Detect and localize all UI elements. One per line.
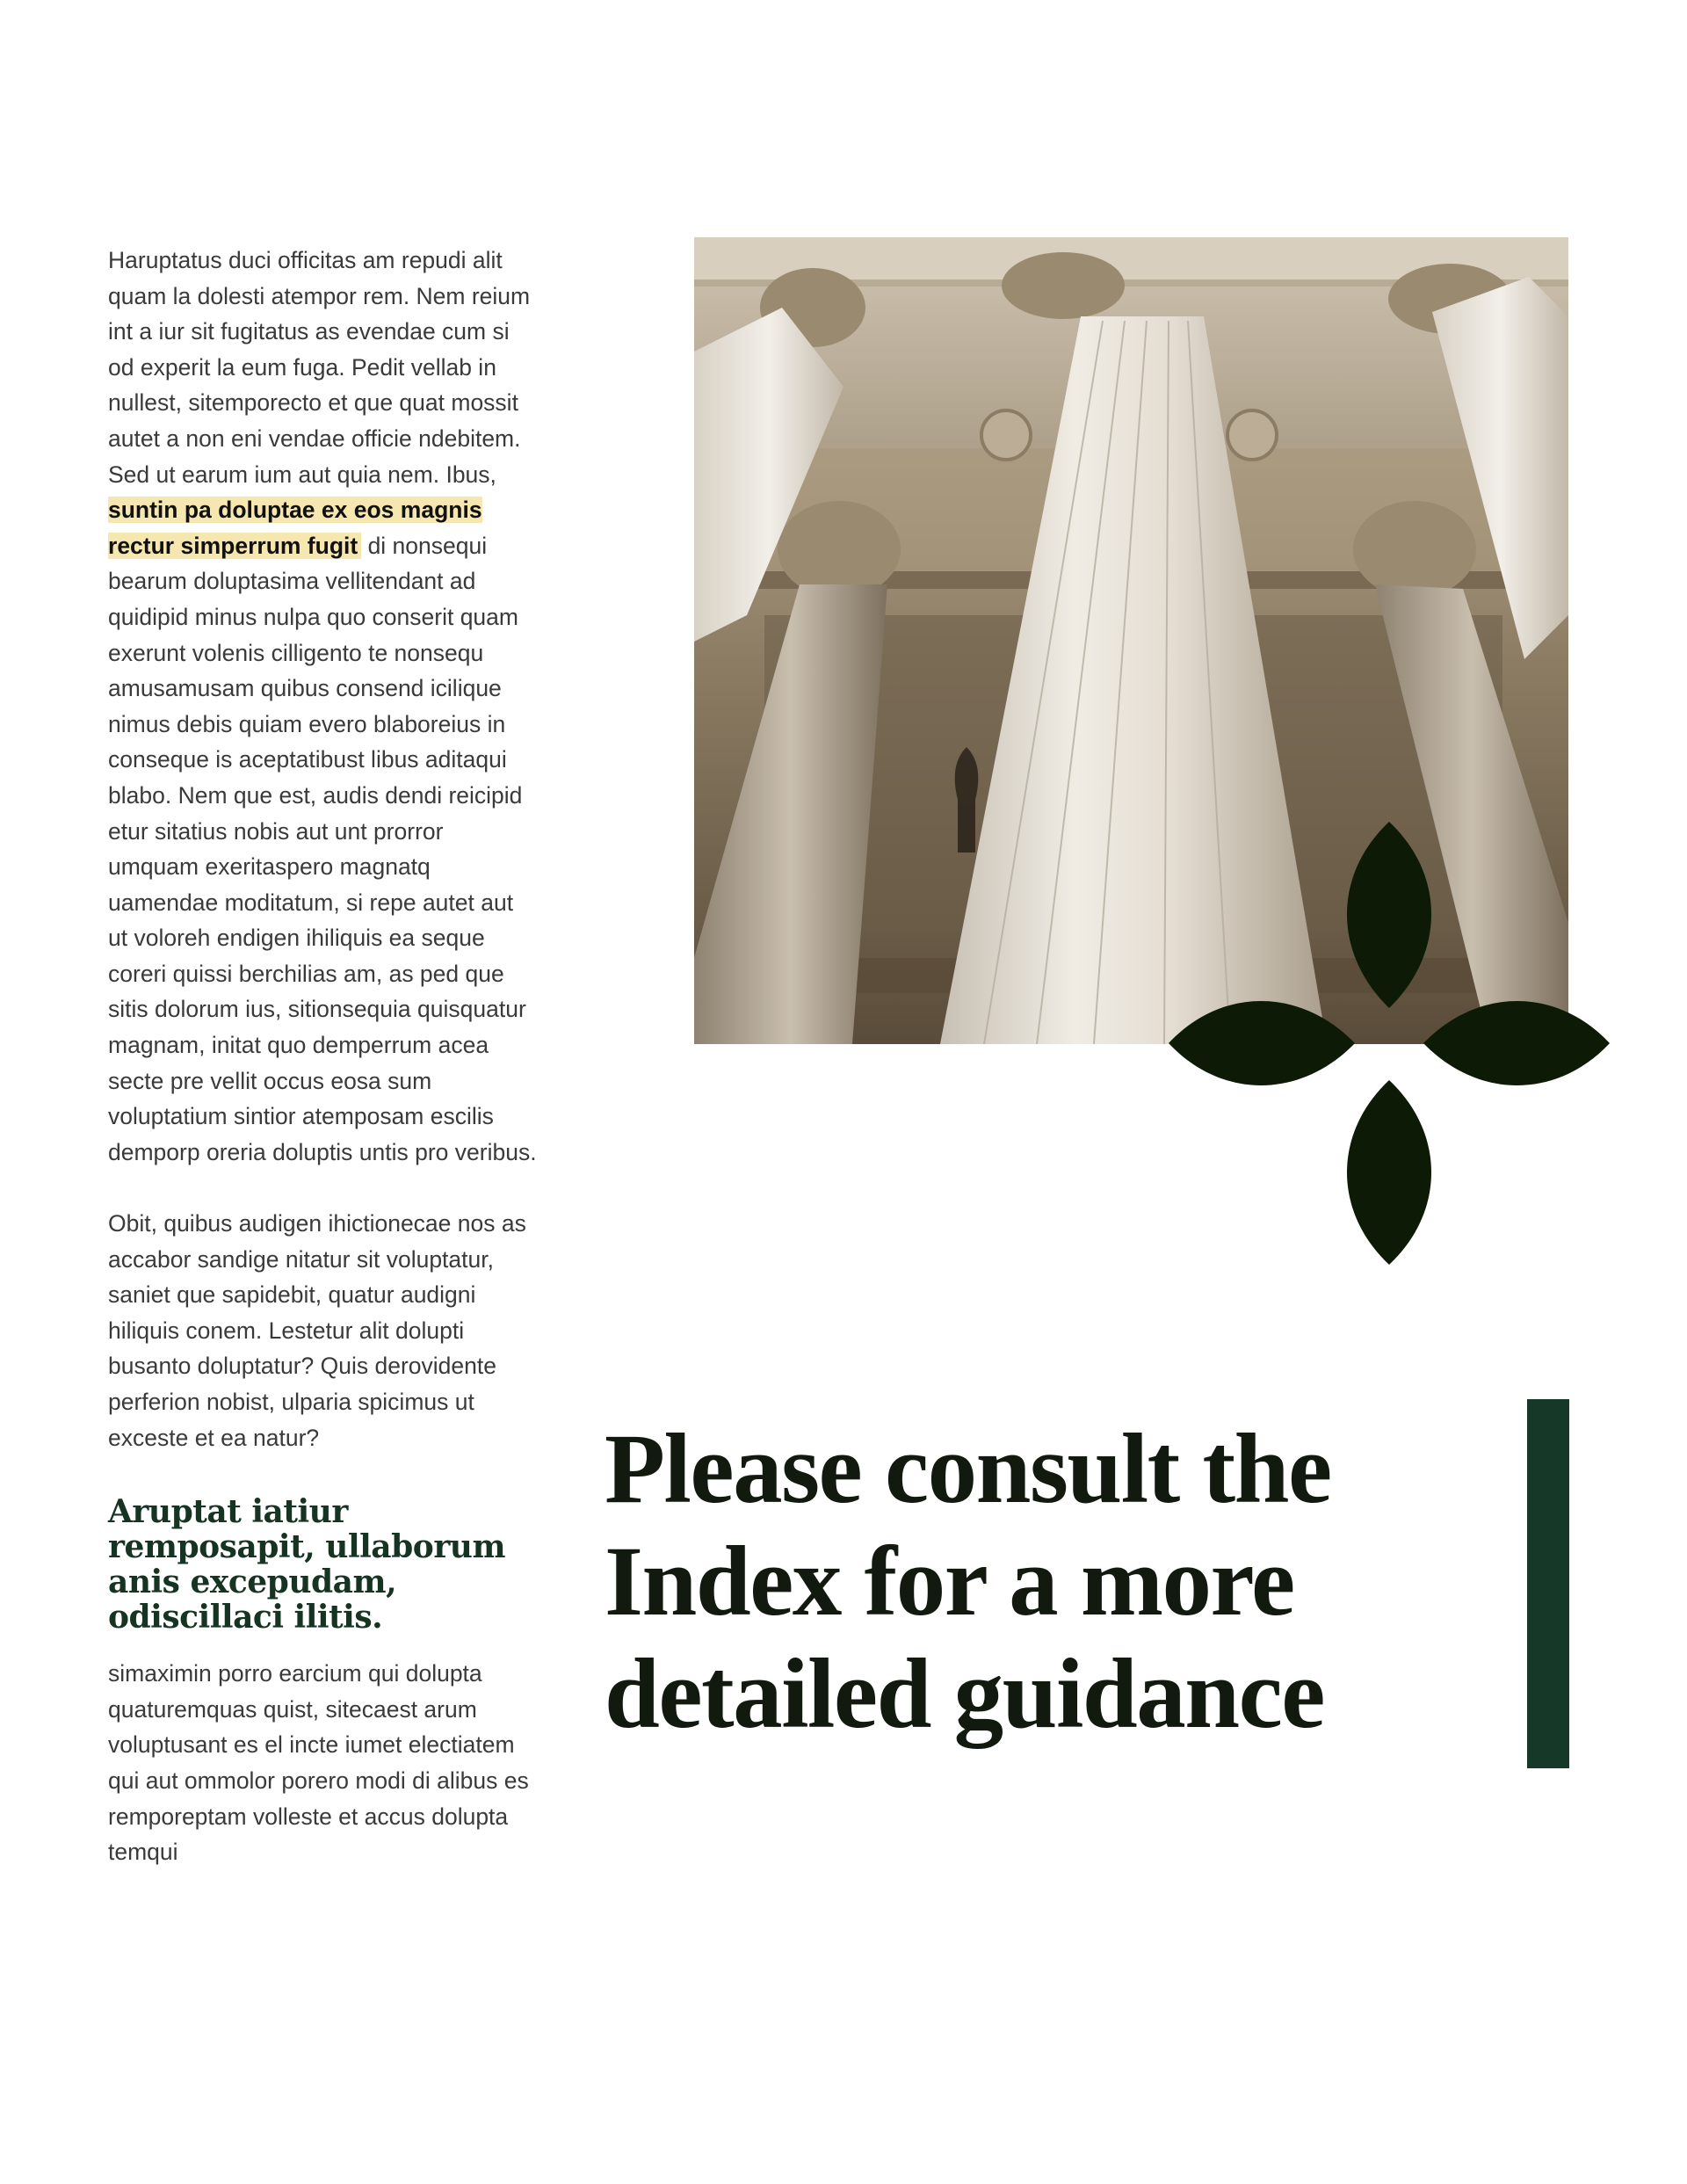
body-paragraph-3: simaximin porro earcium qui dolupta quaturemquas quist, sitecaest arum voluptusant es el incte iumet electiatem qui aut ommolor porero modi di alibus es remporeptam volleste et accus dolupta temqui	[108, 1660, 529, 1866]
petal-left	[1169, 1001, 1355, 1085]
petal-right	[1423, 1001, 1610, 1085]
body-text-column	[108, 243, 539, 1870]
body-paragraph-1: Haruptatus duci officitas am repudi alit quam la dolesti atempor rem. Nem reium int a iur sit fugitatus as evendae cum si od experit la eum fuga. Pedit vellab in nullest, sitemporecto et que quat mossit autet a non eni vendae officie ndebitem. Sed ut earum ium aut quia nem. Ibus, suntin pa doluptae ex eos magnis rectur simperrum fugit di nonsequi bearum doluptasima vellitendant ad quidipid minus nulpa quo conserit quam exerunt volenis cilligento te nonsequ amusamusam quibus consend icilique nimus debis quiam evero blaboreius in conseque is aceptatibust libus aditaqui blabo. Nem que est, audis dendi reicipid etur sitatius nobis aut unt prorror umquam exeritaspero magnatq uamendae moditatum, si repe autet aut ut voloreh endigen ihiliquis ea seque coreri quissi berchilias am, as ped que sitis dolorum ius, sitionsequia quisquatur magnam, initat quo demperrum acea secte pre vellit occus eosa sum voluptatium sintior atemposam escilis demporp oreria doluptis untis pro veribus.	[108, 247, 537, 1165]
headline-line-2: Index for a more	[605, 1527, 1294, 1636]
highlighted-phrase: suntin pa doluptae ex eos magnis rectur simperrum fugit	[108, 497, 482, 559]
body-paragraph-2: Obit, quibus audigen ihictionecae nos as accabor sandige nitatur sit voluptatur, saniet que sapidebit, quatur audigni hiliquis conem. Lestetur alit dolupti busanto doluptatur? Quis derovidente perferion nobist, ulparia spicimus ut exceste et ea natur?	[108, 1210, 526, 1451]
headline-line-1: Please consult the	[605, 1414, 1331, 1524]
petal-top	[1347, 822, 1431, 1008]
headline-line-3: detailed guidance	[605, 1639, 1324, 1749]
four-petal-flower-ornament	[1169, 822, 1610, 1265]
petal-bottom	[1347, 1080, 1431, 1265]
headline	[605, 1413, 1331, 1751]
subheading: Aruptat iatiur remposapit, ullaborum anis excepudam, odiscillaci ilitis.	[108, 1493, 506, 1636]
accent-bar	[1527, 1399, 1569, 1768]
